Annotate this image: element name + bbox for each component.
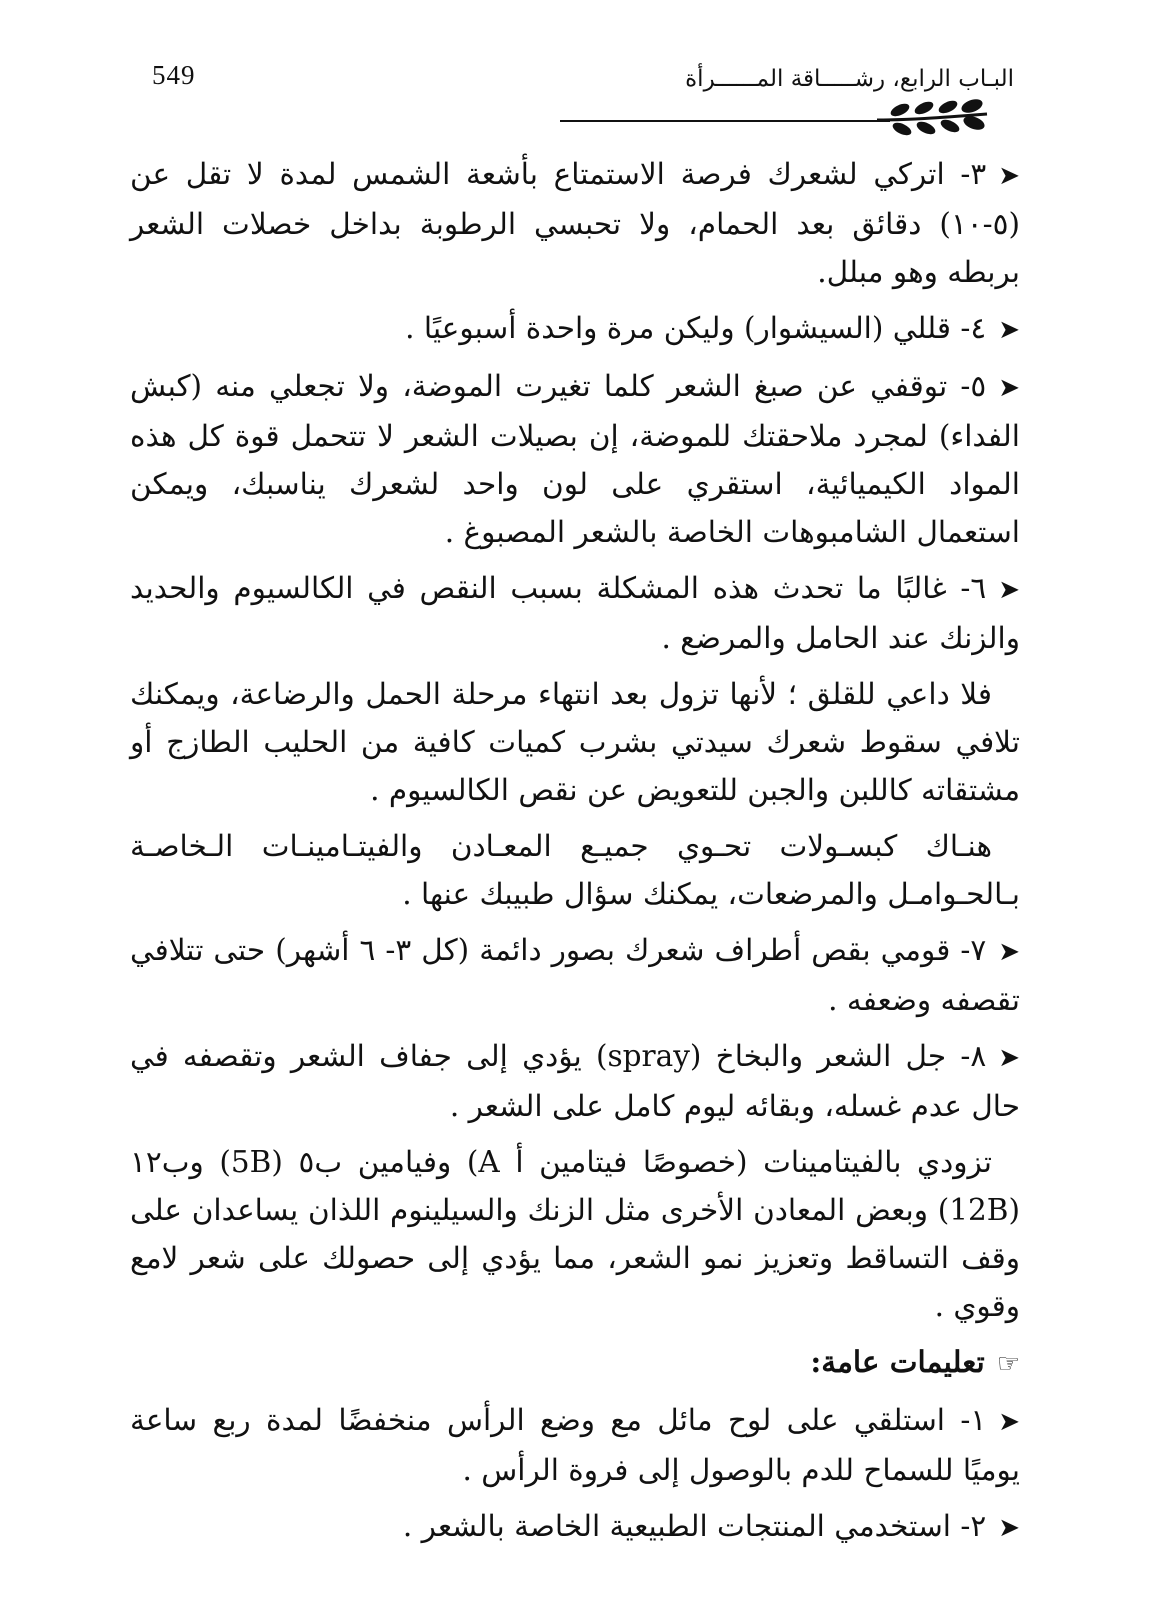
arrowhead-bullet-icon: ➤	[998, 161, 1020, 191]
list-item: ➤٧- قومي بقص أطراف شعرك بصور دائمة (كل ٣- ٦ أشهر) حتى تتلافي تقصفه وضعفه .	[130, 926, 1020, 1024]
arrowhead-bullet-icon: ➤	[998, 373, 1020, 403]
arrowhead-bullet-icon: ➤	[998, 1407, 1020, 1437]
body-paragraph: هنـاك كبسـولات تحـوي جميـع المعـادن والفيتـامينـات الـخاصـة بـالحـوامـل والمرضعات، يمكنك سؤال طبيبك عنها .	[130, 829, 1020, 911]
olive-branch-ornament-icon	[872, 96, 992, 140]
arrowhead-bullet-icon: ➤	[998, 1043, 1020, 1073]
arrowhead-bullet-icon: ➤	[998, 575, 1020, 605]
arrowhead-bullet-icon: ➤	[998, 315, 1020, 345]
section-heading: ☞تعليمات عامة:	[130, 1338, 1020, 1388]
list-item: ➤٦- غالبًا ما تحدث هذه المشكلة بسبب النقص في الكالسيوم والحديد والزنك عند الحامل والمرضع .	[130, 564, 1020, 662]
leaf-hand-icon: ☞	[996, 1349, 1020, 1379]
page-content	[130, 150, 1020, 1560]
list-item: ➤٣- اتركي لشعرك فرصة الاستمتاع بأشعة الشمس لمدة لا تقل عن (٥-١٠) دقائق بعد الحمام، ولا تحبسي الرطوبة بداخل خصلات الشعر بربطه وهو مبلل.	[130, 150, 1020, 296]
page-number: 549	[152, 60, 196, 90]
header-rule	[560, 120, 890, 122]
list-item: ➤٤- قللي (السيشوار) وليكن مرة واحدة أسبوعيًا .	[130, 304, 1020, 354]
body-paragraph: فلا داعي للقلق ؛ لأنها تزول بعد انتهاء مرحلة الحمل والرضاعة، ويمكنك تلافي سقوط شعرك سيدتي بشرب كميات كافية من الحليب الطازج أو مشتقاته كاللبن والجبن للتعويض عن نقص الكالسيوم .	[130, 677, 1020, 807]
arrowhead-bullet-icon: ➤	[998, 937, 1020, 967]
body-paragraph: تزودي بالفيتامينات (خصوصًا فيتامين أ A) وفيامين ب٥ (5B) وب١٢ (12B) وبعض المعادن الأخرى مثل الزنك والسيلينوم اللذان يساعدان على وقف التساقط وتعزيز نمو الشعر، مما يؤدي إلى حصولك على شعر لامع وقوي .	[130, 1145, 1020, 1323]
list-item: ➤٥- توقفي عن صبغ الشعر كلما تغيرت الموضة، ولا تجعلي منه (كبش الفداء) لمجرد ملاحقتك للموضة، إن بصيلات الشعر لا تتحمل قوة كل هذه المواد الكيميائية، استقري على لون واحد لشعرك يناسبك، ويمكن استعمال الشامبوهات الخاصة بالشعر المصبوغ .	[130, 362, 1020, 556]
list-item: ➤١- استلقي على لوح مائل مع وضع الرأس منخفضًا لمدة ربع ساعة يوميًا للسماح للدم بالوصول إلى فروة الرأس .	[130, 1396, 1020, 1494]
arrowhead-bullet-icon: ➤	[998, 1513, 1020, 1543]
list-item: ➤٢- استخدمي المنتجات الطبيعية الخاصة بالشعر .	[130, 1502, 1020, 1552]
list-item: ➤٨- جل الشعر والبخاخ (spray) يؤدي إلى جفاف الشعر وتقصفه في حال عدم غسله، وبقائه ليوم كامل على الشعر .	[130, 1032, 1020, 1130]
running-header: البـاب الرابع، رشـــــاقة المــــــرأة	[685, 66, 1014, 92]
